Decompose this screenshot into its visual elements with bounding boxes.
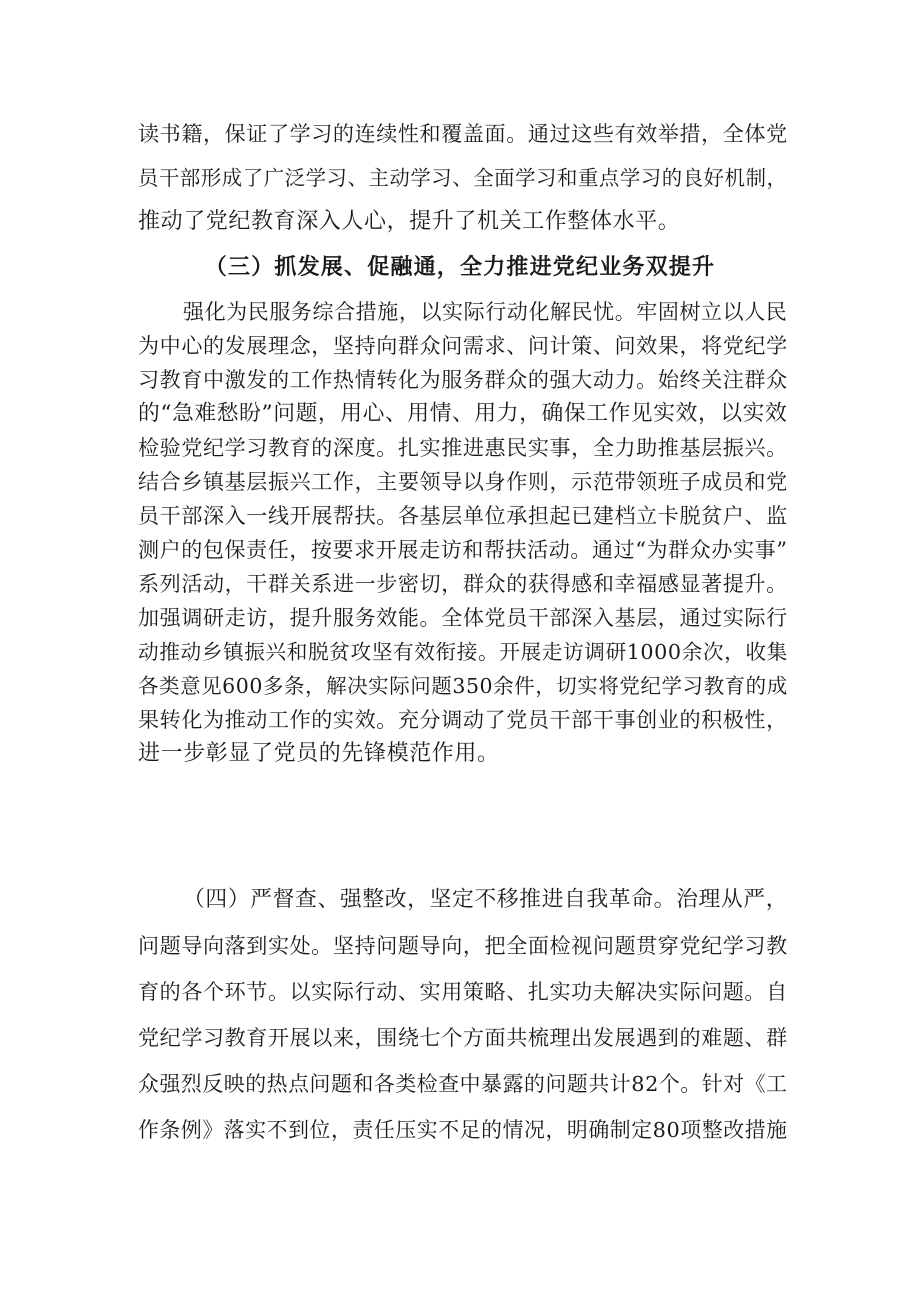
body-line: 为中心的发展理念，坚持向群众问需求、问计策、问效果，将党纪学: [138, 333, 788, 358]
section-heading-4-line: （四）严督查、强整改，坚定不移推进自我革命。治理从严，: [183, 887, 788, 912]
section-heading-3: （三）抓发展、促融通，全力推进党纪业务双提升: [204, 255, 716, 280]
body-line: 员干部形成了广泛学习、主动学习、全面学习和重点学习的良好机制，: [138, 166, 788, 190]
body-line: 问题导向落到实处。坚持问题导向，把全面检视问题贯穿党纪学习教: [138, 933, 788, 958]
body-line: 作条例》落实不到位，责任压实不足的情况，明确制定80项整改措施: [138, 1118, 788, 1142]
body-line: 党纪学习教育开展以来，围绕七个方面共梳理出发展遇到的难题、群: [138, 1025, 788, 1050]
body-line: 系列活动，干群关系进一步密切，群众的获得感和幸福感显著提升。: [138, 571, 788, 596]
body-line: 习教育中激发的工作热情转化为服务群众的强大动力。始终关注群众: [138, 367, 788, 392]
body-line: 推动了党纪教育深入人心，提升了机关工作整体水平。: [138, 209, 681, 234]
paragraph-start-line: 强化为民服务综合措施，以实际行动化解民忧。牢固树立以人民: [183, 299, 788, 324]
body-line: 众强烈反映的热点问题和各类检查中暴露的问题共计82个。针对《工: [138, 1072, 788, 1096]
body-line: 动推动乡镇振兴和脱贫攻坚有效衔接。开展走访调研1000余次，收集: [138, 640, 788, 664]
body-line: 果转化为推动工作的实效。充分调动了党员干部干事创业的积极性，: [138, 707, 788, 732]
body-line: 检验党纪学习教育的深度。扎实推进惠民实事，全力助推基层振兴。: [138, 435, 788, 460]
body-line: 员干部深入一线开展帮扶。各基层单位承担起已建档立卡脱贫户、监: [138, 503, 788, 528]
body-line: 加强调研走访，提升服务效能。全体党员干部深入基层，通过实际行: [138, 605, 788, 630]
body-line: 结合乡镇基层振兴工作，主要领导以身作则，示范带领班子成员和党: [138, 469, 788, 494]
body-line: 各类意见600多条，解决实际问题350余件，切实将党纪学习教育的成: [138, 674, 788, 698]
body-line: 的“急难愁盼”问题，用心、用情、用力，确保工作见实效，以实效: [138, 401, 788, 426]
body-line: 育的各个环节。以实际行动、实用策略、扎实功夫解决实际问题。自: [138, 979, 788, 1004]
body-line: 进一步彰显了党员的先锋模范作用。: [138, 741, 500, 766]
body-line: 读书籍，保证了学习的连续性和覆盖面。通过这些有效举措，全体党: [138, 121, 788, 146]
body-line: 测户的包保责任，按要求开展走访和帮扶活动。通过“为群众办实事”: [138, 537, 788, 562]
